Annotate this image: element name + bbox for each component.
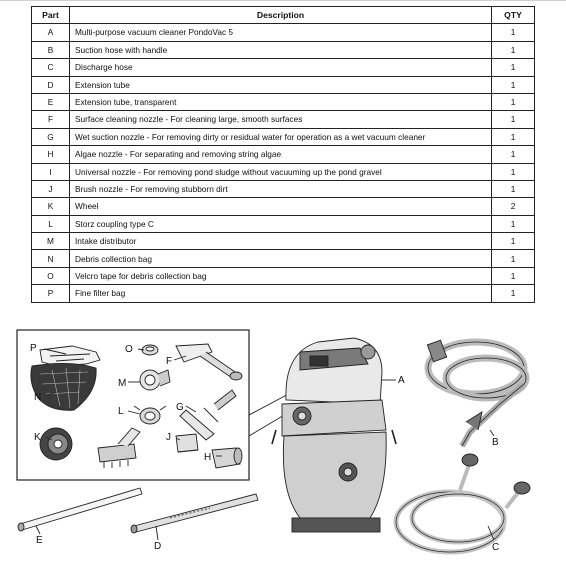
label-o: O [125, 344, 133, 355]
parts-illustration [0, 312, 566, 582]
brush-nozzle [176, 434, 198, 452]
cell-qty: 1 [492, 285, 535, 302]
label-p: P [30, 343, 37, 354]
label-a: A [398, 375, 405, 386]
cell-description: Debris collection bag [70, 250, 492, 267]
cell-qty: 2 [492, 198, 535, 215]
cell-qty: 1 [492, 267, 535, 284]
cell-part: E [32, 93, 70, 110]
table-row [32, 215, 535, 232]
cell-part: O [32, 267, 70, 284]
cell-description: Velcro tape for debris collection bag [70, 267, 492, 284]
cell-part: B [32, 41, 70, 58]
wheel [40, 428, 72, 460]
cell-qty: 1 [492, 250, 535, 267]
label-f: F [166, 356, 173, 367]
cell-description: Discharge hose [70, 59, 492, 76]
table-row [32, 93, 535, 110]
label-k: K [34, 432, 41, 443]
cell-part: J [32, 180, 70, 197]
leader-e [36, 526, 40, 534]
extension-tube [131, 494, 258, 533]
cell-description: Algae nozzle - For separating and removing string algae [70, 146, 492, 163]
cell-description: Brush nozzle - For removing stubborn dirt [70, 180, 492, 197]
cell-description: Extension tube, transparent [70, 93, 492, 110]
label-e: E [36, 535, 43, 546]
fine-filter-bag [40, 346, 100, 366]
cell-qty: 1 [492, 93, 535, 110]
cell-part: N [32, 250, 70, 267]
table-row [32, 41, 535, 58]
cell-description: Wet suction nozzle - For removing dirty or residual water for operation as a wet vacuum cleaner [70, 128, 492, 145]
cell-qty: 1 [492, 24, 535, 41]
cell-part: F [32, 111, 70, 128]
parts-table [31, 6, 535, 303]
cell-qty: 1 [492, 233, 535, 250]
cell-qty: 1 [492, 215, 535, 232]
table-row [32, 76, 535, 93]
cell-qty: 1 [492, 76, 535, 93]
cell-description: Wheel [70, 198, 492, 215]
cell-description: Storz coupling type C [70, 215, 492, 232]
table-row [32, 233, 535, 250]
label-c: C [492, 542, 500, 553]
table-row [32, 285, 535, 302]
cell-part: G [32, 128, 70, 145]
table-row [32, 267, 535, 284]
cell-description: Fine filter bag [70, 285, 492, 302]
surface-nozzle [176, 344, 242, 380]
table-header-row [32, 7, 535, 24]
wet-suction-nozzle [180, 390, 236, 440]
cell-part: C [32, 59, 70, 76]
discharge-hose [396, 454, 530, 552]
cell-qty: 1 [492, 180, 535, 197]
table-row [32, 146, 535, 163]
cell-part: A [32, 24, 70, 41]
label-d: D [154, 541, 162, 552]
debris-collection-bag [31, 363, 96, 410]
header-description: Description [70, 7, 492, 24]
cell-qty: 1 [492, 41, 535, 58]
header-part: Part [32, 7, 70, 24]
cell-qty: 1 [492, 163, 535, 180]
label-b: B [492, 437, 499, 448]
algae-nozzle [212, 448, 242, 468]
cell-description: Multi-purpose vacuum cleaner PondoVac 5 [70, 24, 492, 41]
storz-coupling [134, 406, 166, 424]
cell-qty: 1 [492, 146, 535, 163]
leader-l [128, 411, 140, 414]
header-qty: QTY [492, 7, 535, 24]
label-m: M [118, 378, 127, 389]
cell-description: Extension tube [70, 76, 492, 93]
table-body [32, 24, 535, 302]
cell-part: M [32, 233, 70, 250]
cell-qty: 1 [492, 111, 535, 128]
cell-part: I [32, 163, 70, 180]
table-row [32, 59, 535, 76]
leader-d [156, 526, 158, 540]
label-n: N [34, 392, 42, 403]
cell-part: L [32, 215, 70, 232]
cell-qty: 1 [492, 59, 535, 76]
cell-part: H [32, 146, 70, 163]
label-j: J [166, 432, 171, 443]
cell-description: Intake distributor [70, 233, 492, 250]
cell-part: P [32, 285, 70, 302]
cell-description: Universal nozzle - For removing pond sludge without vacuuming up the pond gravel [70, 163, 492, 180]
top-rule [0, 0, 566, 1]
table-row [32, 128, 535, 145]
label-g: G [176, 402, 184, 413]
cell-description: Suction hose with handle [70, 41, 492, 58]
table-row [32, 250, 535, 267]
leader-b [490, 430, 494, 436]
universal-nozzle [98, 428, 140, 468]
extension-tube-transparent [18, 488, 142, 531]
cell-qty: 1 [492, 128, 535, 145]
table-row [32, 163, 535, 180]
intake-distributor [140, 370, 170, 390]
table-row [32, 180, 535, 197]
cell-part: D [32, 76, 70, 93]
vacuum-cleaner [272, 338, 396, 532]
label-l: L [118, 406, 124, 417]
cell-part: K [32, 198, 70, 215]
label-h: H [204, 452, 212, 463]
table-row [32, 198, 535, 215]
table-row [32, 24, 535, 41]
velcro-tape [142, 345, 158, 355]
table-row [32, 111, 535, 128]
suction-hose [427, 340, 526, 446]
cell-description: Surface cleaning nozzle - For cleaning large, smooth surfaces [70, 111, 492, 128]
